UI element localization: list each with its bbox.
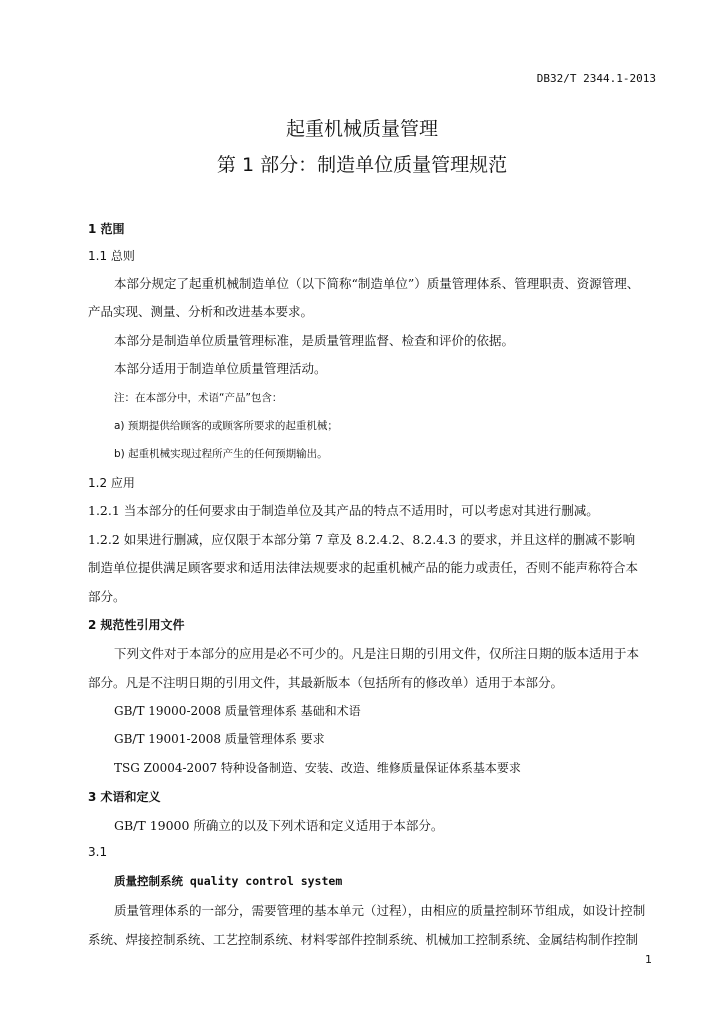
section-3-1-heading: 3.1 <box>88 845 108 859</box>
term-definition: 质量管理体系的一部分，需要管理的基本单元（过程），由相应的质量控制环节组成，如设计控制 <box>114 903 646 918</box>
paragraph: 本部分规定了起重机械制造单位（以下简称“制造单位”）质量管理体系、管理职责、资源管理、 <box>114 276 640 291</box>
paragraph: GB/T 19000 所确立的以及下列术语和定义适用于本部分。 <box>114 818 444 833</box>
section-1-heading: 1 范围 <box>88 222 125 236</box>
clause-1-2-1: 1.2.1 当本部分的任何要求由于制造单位及其产品的特点不适用时，可以考虑对其进行删减。 <box>88 503 599 518</box>
document-title: 起重机械质量管理 <box>285 118 438 140</box>
section-1-1-heading: 1.1 总则 <box>88 249 135 263</box>
reference-item: GB/T 19000-2008 质量管理体系 基础和术语 <box>114 704 361 718</box>
reference-item: GB/T 19001-2008 质量管理体系 要求 <box>114 732 325 746</box>
clause-1-2-2: 1.2.2 如果进行删减，应仅限于本部分第 7 章及 8.2.4.2、8.2.4.3 的要求，并且这样的删减不影响 <box>88 532 636 547</box>
section-3-heading: 3 术语和定义 <box>88 790 161 804</box>
page-number: 1 <box>645 953 652 966</box>
section-1-2-heading: 1.2 应用 <box>88 476 135 490</box>
note-item-a: a) 预期提供给顾客的或顾客所要求的起重机械； <box>114 420 338 432</box>
reference-item: TSG Z0004-2007 特种设备制造、安装、改造、维修质量保证体系基本要求 <box>114 761 521 775</box>
clause-1-2-2: 制造单位提供满足顾客要求和适用法律法规要求的起重机械产品的能力或责任，否则不能声称符合本 <box>88 560 639 575</box>
part-title: 第 1 部分：制造单位质量管理规范 <box>216 154 508 176</box>
note: 注：在本部分中，术语“产品”包含： <box>114 392 283 404</box>
paragraph: 部分。凡是不注明日期的引用文件，其最新版本（包括所有的修改单）适用于本部分。 <box>88 675 564 690</box>
section-2-heading: 2 规范性引用文件 <box>88 618 185 632</box>
note-item-b: b) 起重机械实现过程所产生的任何预期输出。 <box>114 448 328 460</box>
paragraph: 下列文件对于本部分的应用是必不可少的。凡是注日期的引用文件，仅所注日期的版本适用于本 <box>114 646 640 661</box>
term-title: 质量控制系统 quality control system <box>114 874 343 888</box>
term-definition: 系统、焊接控制系统、工艺控制系统、材料零部件控制系统、机械加工控制系统、金属结构制作控制 <box>88 932 639 947</box>
paragraph: 产品实现、测量、分析和改进基本要求。 <box>88 304 314 319</box>
paragraph: 本部分是制造单位质量管理标准，是质量管理监督、检查和评价的依据。 <box>114 333 515 348</box>
clause-1-2-2: 部分。 <box>88 589 126 604</box>
paragraph: 本部分适用于制造单位质量管理活动。 <box>114 361 327 376</box>
standard-code: DB32/T 2344.1-2013 <box>536 72 656 85</box>
